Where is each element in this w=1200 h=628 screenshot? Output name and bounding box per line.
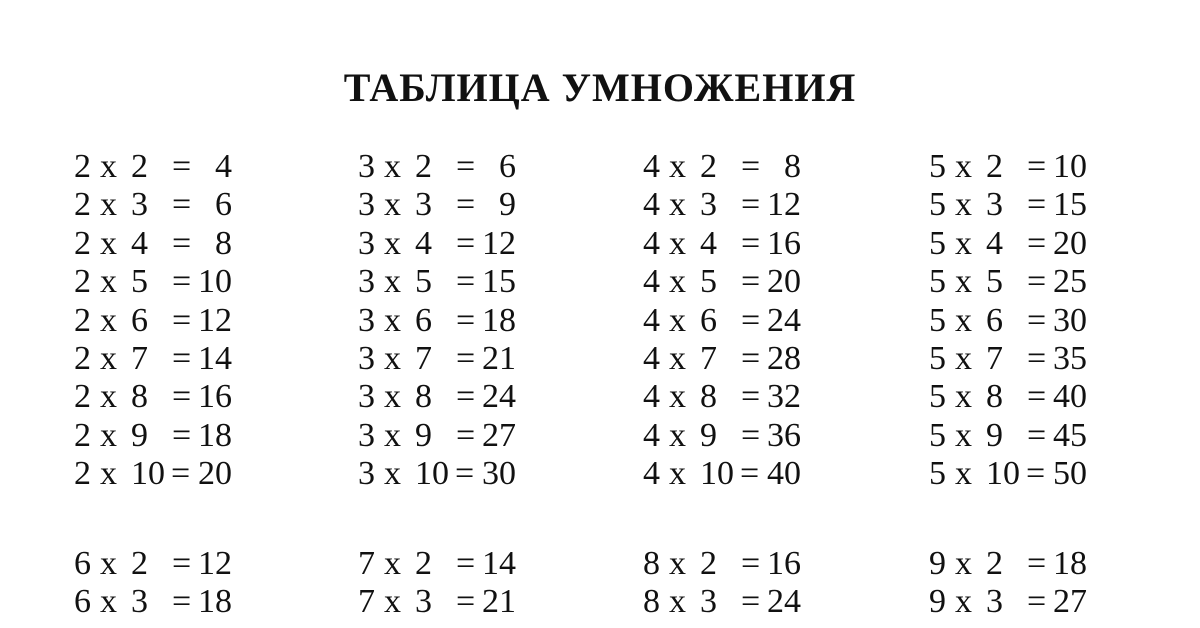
product: 8: [215, 224, 232, 262]
times-sign: x: [384, 301, 401, 339]
multiplier: 4: [415, 224, 432, 262]
times-sign: x: [669, 416, 686, 454]
product: 30: [1053, 301, 1087, 339]
multiplier: 7: [131, 339, 148, 377]
equals-sign: =: [741, 416, 761, 454]
multiplicand: 4: [643, 263, 660, 301]
product: 24: [767, 301, 801, 339]
multiplier: 3: [131, 186, 148, 224]
multiplier: 2: [415, 148, 432, 185]
equals-sign: =: [456, 263, 476, 301]
multiplicand: 2: [74, 416, 91, 454]
multiplier: 8: [700, 378, 717, 416]
equals-sign: =: [741, 339, 761, 377]
product: 21: [482, 339, 516, 377]
multiplicand: 3: [358, 224, 375, 262]
multiplier: 2: [986, 148, 1003, 185]
times-sign: x: [669, 186, 686, 224]
product: 15: [1053, 186, 1087, 224]
multiplier: 3: [415, 186, 432, 224]
multiplier: 2: [131, 545, 148, 582]
product: 24: [482, 378, 516, 416]
product: 18: [198, 416, 232, 454]
multiplier: 10: [700, 455, 734, 493]
product: 25: [1053, 263, 1087, 301]
product: 14: [198, 339, 232, 377]
equals-sign: =: [172, 378, 192, 416]
product: 27: [1053, 583, 1087, 621]
equals-sign: =: [172, 301, 192, 339]
multiplier: 5: [131, 263, 148, 301]
multiplier: 10: [415, 455, 449, 493]
multiplier: 6: [986, 301, 1003, 339]
product: 45: [1053, 416, 1087, 454]
equals-sign: =: [456, 416, 476, 454]
times-sign: x: [100, 186, 117, 224]
times-sign: x: [955, 416, 972, 454]
product: 35: [1053, 339, 1087, 377]
equals-sign: =: [741, 224, 761, 262]
equals-sign: =: [741, 148, 761, 185]
multiplicand: 8: [643, 583, 660, 621]
times-sign: x: [669, 378, 686, 416]
times-sign: x: [100, 378, 117, 416]
product: 6: [215, 186, 232, 224]
multiplicand: 2: [74, 455, 91, 493]
equals-sign: =: [1027, 263, 1047, 301]
equals-sign: =: [741, 583, 761, 621]
multiplicand: 4: [643, 148, 660, 185]
product: 40: [1053, 378, 1087, 416]
multiplicand: 5: [929, 224, 946, 262]
times-sign: x: [669, 263, 686, 301]
multiplier: 6: [415, 301, 432, 339]
product: 20: [767, 263, 801, 301]
equals-sign: =: [172, 263, 192, 301]
times-sign: x: [384, 545, 401, 582]
equals-sign: =: [1027, 301, 1047, 339]
multiplier: 2: [415, 545, 432, 582]
multiplicand: 2: [74, 148, 91, 185]
product: 12: [198, 301, 232, 339]
multiplicand: 5: [929, 186, 946, 224]
multiplicand: 9: [929, 583, 946, 621]
multiplier: 10: [986, 455, 1020, 493]
equals-sign: =: [741, 378, 761, 416]
equals-sign: =: [455, 455, 475, 493]
product: 24: [767, 583, 801, 621]
equals-sign: =: [456, 186, 476, 224]
times-sign: x: [955, 455, 972, 493]
equals-sign: =: [1027, 416, 1047, 454]
times-sign: x: [384, 339, 401, 377]
times-sign: x: [669, 455, 686, 493]
equals-sign: =: [456, 583, 476, 621]
multiplier: 4: [700, 224, 717, 262]
product: 18: [1053, 545, 1087, 582]
multiplier: 3: [700, 583, 717, 621]
times-sign: x: [384, 186, 401, 224]
equals-sign: =: [172, 186, 192, 224]
multiplicand: 8: [643, 545, 660, 582]
product: 16: [198, 378, 232, 416]
equals-sign: =: [741, 263, 761, 301]
multiplicand: 5: [929, 378, 946, 416]
multiplier: 5: [986, 263, 1003, 301]
times-sign: x: [384, 148, 401, 185]
multiplicand: 3: [358, 148, 375, 185]
product: 14: [482, 545, 516, 582]
multiplier: 7: [415, 339, 432, 377]
times-sign: x: [955, 186, 972, 224]
product: 10: [1053, 148, 1087, 185]
multiplier: 3: [986, 583, 1003, 621]
equals-sign: =: [741, 545, 761, 582]
multiplier: 8: [131, 378, 148, 416]
equals-sign: =: [456, 224, 476, 262]
multiplier: 9: [700, 416, 717, 454]
multiplicand: 5: [929, 301, 946, 339]
equals-sign: =: [172, 148, 192, 185]
times-sign: x: [384, 455, 401, 493]
product: 4: [215, 148, 232, 185]
multiplier: 9: [131, 416, 148, 454]
equals-sign: =: [172, 583, 192, 621]
multiplicand: 6: [74, 583, 91, 621]
multiplier: 3: [986, 186, 1003, 224]
multiplicand: 2: [74, 339, 91, 377]
equals-sign: =: [1026, 455, 1046, 493]
times-sign: x: [100, 545, 117, 582]
multiplicand: 2: [74, 224, 91, 262]
multiplier: 7: [700, 339, 717, 377]
times-sign: x: [955, 224, 972, 262]
times-sign: x: [669, 583, 686, 621]
equals-sign: =: [740, 455, 760, 493]
multiplicand: 3: [358, 455, 375, 493]
multiplier: 9: [415, 416, 432, 454]
multiplicand: 2: [74, 378, 91, 416]
multiplicand: 3: [358, 378, 375, 416]
multiplicand: 2: [74, 263, 91, 301]
multiplier: 3: [415, 583, 432, 621]
product: 18: [482, 301, 516, 339]
product: 21: [482, 583, 516, 621]
product: 40: [767, 455, 801, 493]
product: 32: [767, 378, 801, 416]
times-sign: x: [955, 545, 972, 582]
product: 27: [482, 416, 516, 454]
multiplicand: 5: [929, 455, 946, 493]
times-sign: x: [100, 455, 117, 493]
product: 10: [198, 263, 232, 301]
times-sign: x: [100, 263, 117, 301]
equals-sign: =: [1027, 224, 1047, 262]
equals-sign: =: [456, 301, 476, 339]
equals-sign: =: [172, 224, 192, 262]
multiplicand: 2: [74, 186, 91, 224]
times-sign: x: [669, 148, 686, 185]
equals-sign: =: [456, 378, 476, 416]
times-sign: x: [384, 583, 401, 621]
multiplier: 4: [986, 224, 1003, 262]
multiplicand: 4: [643, 339, 660, 377]
product: 12: [482, 224, 516, 262]
multiplicand: 7: [358, 583, 375, 621]
multiplicand: 2: [74, 301, 91, 339]
multiplier: 7: [986, 339, 1003, 377]
product: 12: [198, 545, 232, 582]
multiplicand: 4: [643, 224, 660, 262]
multiplier: 3: [700, 186, 717, 224]
product: 15: [482, 263, 516, 301]
multiplicand: 6: [74, 545, 91, 582]
multiplicand: 3: [358, 339, 375, 377]
times-sign: x: [384, 416, 401, 454]
multiplicand: 9: [929, 545, 946, 582]
times-sign: x: [669, 224, 686, 262]
times-sign: x: [955, 263, 972, 301]
times-sign: x: [384, 263, 401, 301]
multiplier: 9: [986, 416, 1003, 454]
times-sign: x: [100, 583, 117, 621]
equals-sign: =: [1027, 583, 1047, 621]
multiplier: 5: [415, 263, 432, 301]
product: 36: [767, 416, 801, 454]
multiplicand: 3: [358, 186, 375, 224]
multiplier: 6: [700, 301, 717, 339]
multiplicand: 7: [358, 545, 375, 582]
times-sign: x: [955, 148, 972, 185]
equals-sign: =: [1027, 545, 1047, 582]
equals-sign: =: [172, 416, 192, 454]
times-sign: x: [955, 583, 972, 621]
product: 9: [499, 186, 516, 224]
multiplicand: 3: [358, 416, 375, 454]
equals-sign: =: [741, 301, 761, 339]
multiplier: 2: [131, 148, 148, 185]
equals-sign: =: [172, 339, 192, 377]
multiplicand: 5: [929, 148, 946, 185]
equals-sign: =: [741, 186, 761, 224]
multiplicand: 3: [358, 263, 375, 301]
product: 16: [767, 224, 801, 262]
multiplicand: 4: [643, 455, 660, 493]
product: 28: [767, 339, 801, 377]
product: 50: [1053, 455, 1087, 493]
product: 8: [784, 148, 801, 185]
multiplier: 2: [700, 148, 717, 185]
multiplicand: 4: [643, 378, 660, 416]
equals-sign: =: [172, 545, 192, 582]
product: 6: [499, 148, 516, 185]
product: 20: [1053, 224, 1087, 262]
multiplier: 6: [131, 301, 148, 339]
multiplicand: 4: [643, 301, 660, 339]
multiplicand: 4: [643, 416, 660, 454]
times-sign: x: [669, 545, 686, 582]
equals-sign: =: [456, 148, 476, 185]
multiplier: 2: [700, 545, 717, 582]
multiplier: 8: [986, 378, 1003, 416]
equals-sign: =: [171, 455, 191, 493]
times-sign: x: [384, 224, 401, 262]
equals-sign: =: [1027, 186, 1047, 224]
product: 12: [767, 186, 801, 224]
times-sign: x: [100, 416, 117, 454]
times-sign: x: [100, 339, 117, 377]
multiplier: 3: [131, 583, 148, 621]
times-sign: x: [384, 378, 401, 416]
multiplicand: 5: [929, 263, 946, 301]
multiplier: 8: [415, 378, 432, 416]
equals-sign: =: [456, 545, 476, 582]
times-sign: x: [100, 224, 117, 262]
times-sign: x: [669, 339, 686, 377]
times-sign: x: [100, 301, 117, 339]
equals-sign: =: [1027, 378, 1047, 416]
multiplicand: 5: [929, 416, 946, 454]
multiplier: 5: [700, 263, 717, 301]
multiplicand: 5: [929, 339, 946, 377]
equals-sign: =: [456, 339, 476, 377]
multiplicand: 4: [643, 186, 660, 224]
equals-sign: =: [1027, 148, 1047, 185]
product: 20: [198, 455, 232, 493]
page-title: ТАБЛИЦА УМНОЖЕНИЯ: [343, 65, 857, 110]
product: 30: [482, 455, 516, 493]
times-sign: x: [955, 378, 972, 416]
times-sign: x: [669, 301, 686, 339]
multiplier: 2: [986, 545, 1003, 582]
product: 18: [198, 583, 232, 621]
times-sign: x: [955, 339, 972, 377]
multiplicand: 3: [358, 301, 375, 339]
multiplier: 10: [131, 455, 165, 493]
times-sign: x: [100, 148, 117, 185]
product: 16: [767, 545, 801, 582]
times-sign: x: [955, 301, 972, 339]
multiplier: 4: [131, 224, 148, 262]
equals-sign: =: [1027, 339, 1047, 377]
